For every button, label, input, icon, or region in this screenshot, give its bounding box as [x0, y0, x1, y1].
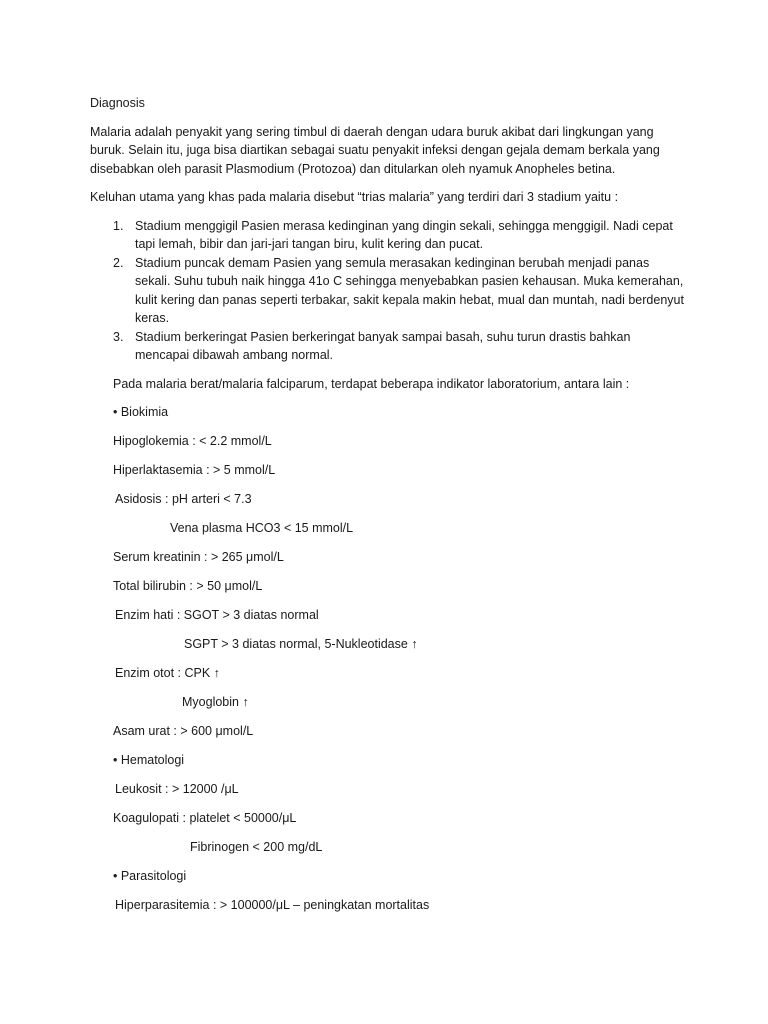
list-item-text: Stadium puncak demam Pasien yang semula merasakan kedinginan berubah menjadi panas sekali. Suhu tubuh naik hingga 41o C sehingga menyebabkan pasien kehausan. Muka kemerahan, kulit kering dan panas seperti terbakar, sakit kepala makin hebat, mual dan muntah, nadi berdenyut keras.: [135, 255, 684, 325]
lab-enzim-hati: Enzim hati : SGOT > 3 diatas normal: [115, 608, 319, 622]
hematologi-heading: • Hematologi: [113, 753, 185, 767]
list-item: [113, 254, 688, 328]
lab-total-bilirubin: Total bilirubin : > 50 μmol/L: [113, 579, 263, 593]
document-heading: Diagnosis: [90, 96, 145, 110]
lab-koagulopati: Koagulopati : platelet < 50000/μL: [113, 811, 297, 825]
lab-hiperlaktasemia: Hiperlaktasemia : > 5 mmol/L: [113, 463, 276, 477]
biokimia-heading: • Biokimia: [113, 405, 169, 419]
lab-hiperparasitemia: Hiperparasitemia : > 100000/μL – peningkatan mortalitas: [115, 898, 430, 912]
stadium-list: [90, 217, 688, 365]
lab-vena-plasma: Vena plasma HCO3 < 15 mmol/L: [170, 521, 354, 535]
lab-myoglobin: Myoglobin ↑: [182, 695, 249, 709]
paragraph-trias: Keluhan utama yang khas pada malaria disebut “trias malaria” yang terdiri dari 3 stadium yaitu :: [90, 190, 619, 204]
list-item: [113, 328, 688, 365]
list-number: 2.: [113, 255, 124, 270]
list-number: 1.: [113, 218, 124, 233]
lab-hipoglokemia: Hipoglokemia : < 2.2 mmol/L: [113, 434, 272, 448]
lab-leukosit: Leukosit : > 12000 /μL: [115, 782, 239, 796]
parasitologi-heading: • Parasitologi: [113, 869, 187, 883]
lab-sgpt: SGPT > 3 diatas normal, 5-Nukleotidase ↑: [184, 637, 418, 651]
list-number: 3.: [113, 329, 124, 344]
lab-fibrinogen: Fibrinogen < 200 mg/dL: [190, 840, 323, 854]
lab-serum-kreatinin: Serum kreatinin : > 265 μmol/L: [113, 550, 284, 564]
list-item-text: Stadium berkeringat Pasien berkeringat banyak sampai basah, suhu turun drastis bahkan mencapai dibawah ambang normal.: [135, 329, 631, 362]
paragraph-definition: Malaria adalah penyakit yang sering timbul di daerah dengan udara buruk akibat dari lingkungan yang buruk. Selain itu, juga bisa diartikan sebagai suatu penyakit infeksi dengan gejala demam berkala yang disebabkan oleh parasit Plasmodium (Protozoa) dan ditularkan oleh nyamuk Anopheles betina.: [90, 124, 660, 176]
list-item-text: Stadium menggigil Pasien merasa kedinginan yang dingin sekali, sehingga menggigil. Nadi cepat tapi lemah, bibir dan jari-jari tangan biru, kulit kering dan pucat.: [135, 218, 673, 251]
paragraph-lab-intro: Pada malaria berat/malaria falciparum, terdapat beberapa indikator laboratorium, antara lain :: [113, 376, 630, 391]
lab-asidosis: Asidosis : pH arteri < 7.3: [115, 492, 252, 506]
lab-enzim-otot: Enzim otot : CPK ↑: [115, 666, 220, 680]
lab-asam-urat: Asam urat : > 600 μmol/L: [113, 724, 254, 738]
list-item: [113, 217, 688, 254]
